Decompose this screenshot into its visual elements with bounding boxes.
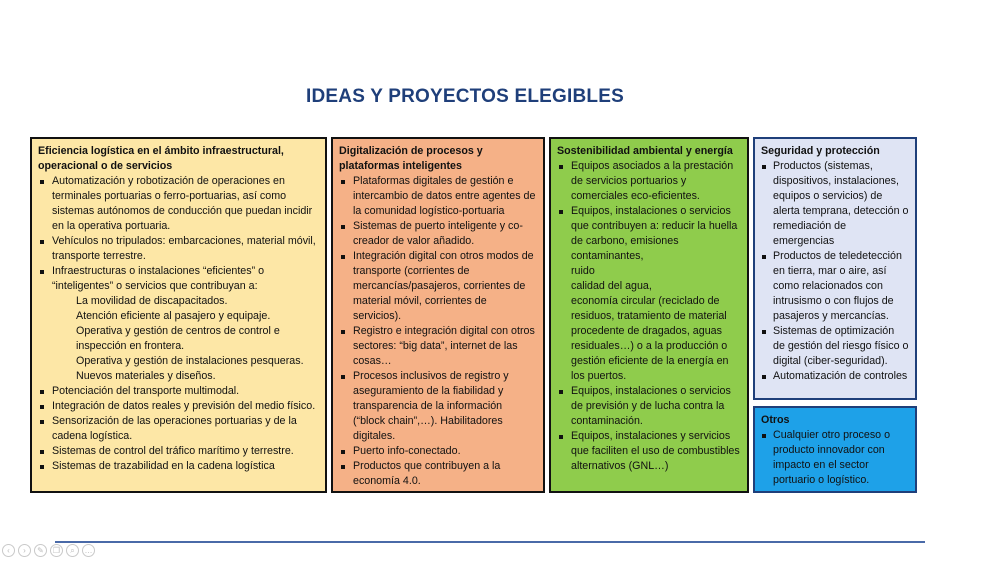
more-options-icon[interactable]: … bbox=[82, 544, 95, 557]
category-list bbox=[761, 159, 909, 384]
next-slide-icon[interactable]: › bbox=[18, 544, 31, 557]
pen-icon[interactable]: ✎ bbox=[34, 544, 47, 557]
list-item: Infraestructuras o instalaciones “eficientes” o “inteligentes” o servicios que contribuyan a: bbox=[38, 264, 319, 294]
category-list bbox=[557, 159, 741, 474]
list-item: Sistemas de optimización de gestión del riesgo físico o digital (ciber-seguridad). bbox=[761, 324, 909, 369]
list-item-continuation: ruido bbox=[571, 265, 595, 277]
list-item: Equipos asociados a la prestación de servicios portuarios y comerciales eco-eficientes. bbox=[557, 159, 741, 204]
list-item: Puerto info-conectado. bbox=[339, 444, 537, 459]
list-item-continuation: calidad del agua, bbox=[571, 280, 652, 292]
sub-item: La movilidad de discapacitados. bbox=[76, 295, 228, 307]
list-item: Sistemas de control del tráfico marítimo y terrestre. bbox=[38, 444, 319, 459]
category-box-digitalization bbox=[331, 137, 545, 493]
footer-rule bbox=[55, 541, 925, 543]
list-item: Sistemas de puerto inteligente y co-creador de valor añadido. bbox=[339, 219, 537, 249]
slide-title: IDEAS Y PROYECTOS ELEGIBLES bbox=[306, 86, 624, 107]
slide-nav-toolbar bbox=[2, 544, 95, 557]
list-item: Vehículos no tripulados: embarcaciones, material móvil, transporte terrestre. bbox=[38, 234, 319, 264]
list-item: Cualquier otro proceso o producto innovador con impacto en el sector portuario o logístico. bbox=[761, 428, 909, 488]
category-heading: Eficiencia logística en el ámbito infraestructural, operacional o de servicios bbox=[38, 145, 284, 172]
sub-item: Nuevos materiales y diseños. bbox=[76, 370, 216, 382]
list-item: Equipos, instalaciones o servicios de previsión y de lucha contra la contaminación. bbox=[557, 384, 741, 429]
list-item: Productos que contribuyen a la economía 4.0. bbox=[339, 459, 537, 489]
list-item: Automatización y robotización de operaciones en terminales portuarias o ferro-portuarias, así como sistemas autónomos de conducción que puedan incidir en la operativa portuaria. bbox=[38, 174, 319, 234]
category-list bbox=[38, 174, 319, 474]
sub-item: Operativa y gestión de instalaciones pesqueras. bbox=[76, 355, 304, 367]
list-item: Productos (sistemas, dispositivos, instalaciones, equipos o servicios) de alerta temprana, detección o remediación de emergencias bbox=[761, 159, 909, 249]
category-heading: Seguridad y protección bbox=[761, 145, 880, 157]
sub-item: Operativa y gestión de centros de control e inspección en frontera. bbox=[76, 325, 280, 352]
category-heading: Digitalización de procesos y plataformas inteligentes bbox=[339, 145, 483, 172]
list-item: Productos de teledetección en tierra, mar o aire, así como relacionados con intrusismo o con flujos de pasajeros y mercancías. bbox=[761, 249, 909, 324]
category-list bbox=[339, 174, 537, 489]
zoom-icon[interactable]: ⌕ bbox=[66, 544, 79, 557]
list-item: Plataformas digitales de gestión e intercambio de datos entre agentes de la comunidad logístico-portuaria bbox=[339, 174, 537, 219]
list-item: Integración de datos reales y previsión del medio físico. bbox=[38, 399, 319, 414]
list-item: Procesos inclusivos de registro y aseguramiento de la fiabilidad y transparencia de la información (“block chain”,…). Habilitadores digitales. bbox=[339, 369, 537, 444]
list-item: Sistemas de trazabilidad en la cadena logística bbox=[38, 459, 319, 474]
list-item: Integración digital con otros modos de transporte (corrientes de mercancías/pasajeros, corrientes de material móvil, corrientes de servicios). bbox=[339, 249, 537, 324]
category-box-sustainability bbox=[549, 137, 749, 493]
category-box-security bbox=[753, 137, 917, 400]
slides-icon[interactable]: ❐ bbox=[50, 544, 63, 557]
list-item-continuation: economía circular (reciclado de residuos, tratamiento de material procedente de dragados, aguas residuales…) o a la producción o gestión eficiente de la energía en los puertos. bbox=[571, 295, 729, 382]
sub-item: Atención eficiente al pasajero y equipaje. bbox=[76, 310, 271, 322]
list-item: Sensorización de las operaciones portuarias y de la cadena logística. bbox=[38, 414, 319, 444]
list-item: Registro e integración digital con otros sectores: “big data”, internet de las cosas… bbox=[339, 324, 537, 369]
list-item: Equipos, instalaciones y servicios que faciliten el uso de combustibles alternativos (GNL…) bbox=[557, 429, 741, 474]
category-list bbox=[761, 428, 909, 488]
category-heading: Sostenibilidad ambiental y energía bbox=[557, 145, 733, 157]
list-item: Automatización de controles bbox=[761, 369, 909, 384]
previous-slide-icon[interactable]: ‹ bbox=[2, 544, 15, 557]
list-item: Equipos, instalaciones o servicios que contribuyen a: reducir la huella de carbono, emisiones contaminantes, bbox=[557, 204, 741, 264]
list-item: Potenciación del transporte multimodal. bbox=[38, 384, 319, 399]
category-box-others bbox=[753, 406, 917, 493]
category-box-logistic-efficiency bbox=[30, 137, 327, 493]
category-heading: Otros bbox=[761, 414, 790, 426]
